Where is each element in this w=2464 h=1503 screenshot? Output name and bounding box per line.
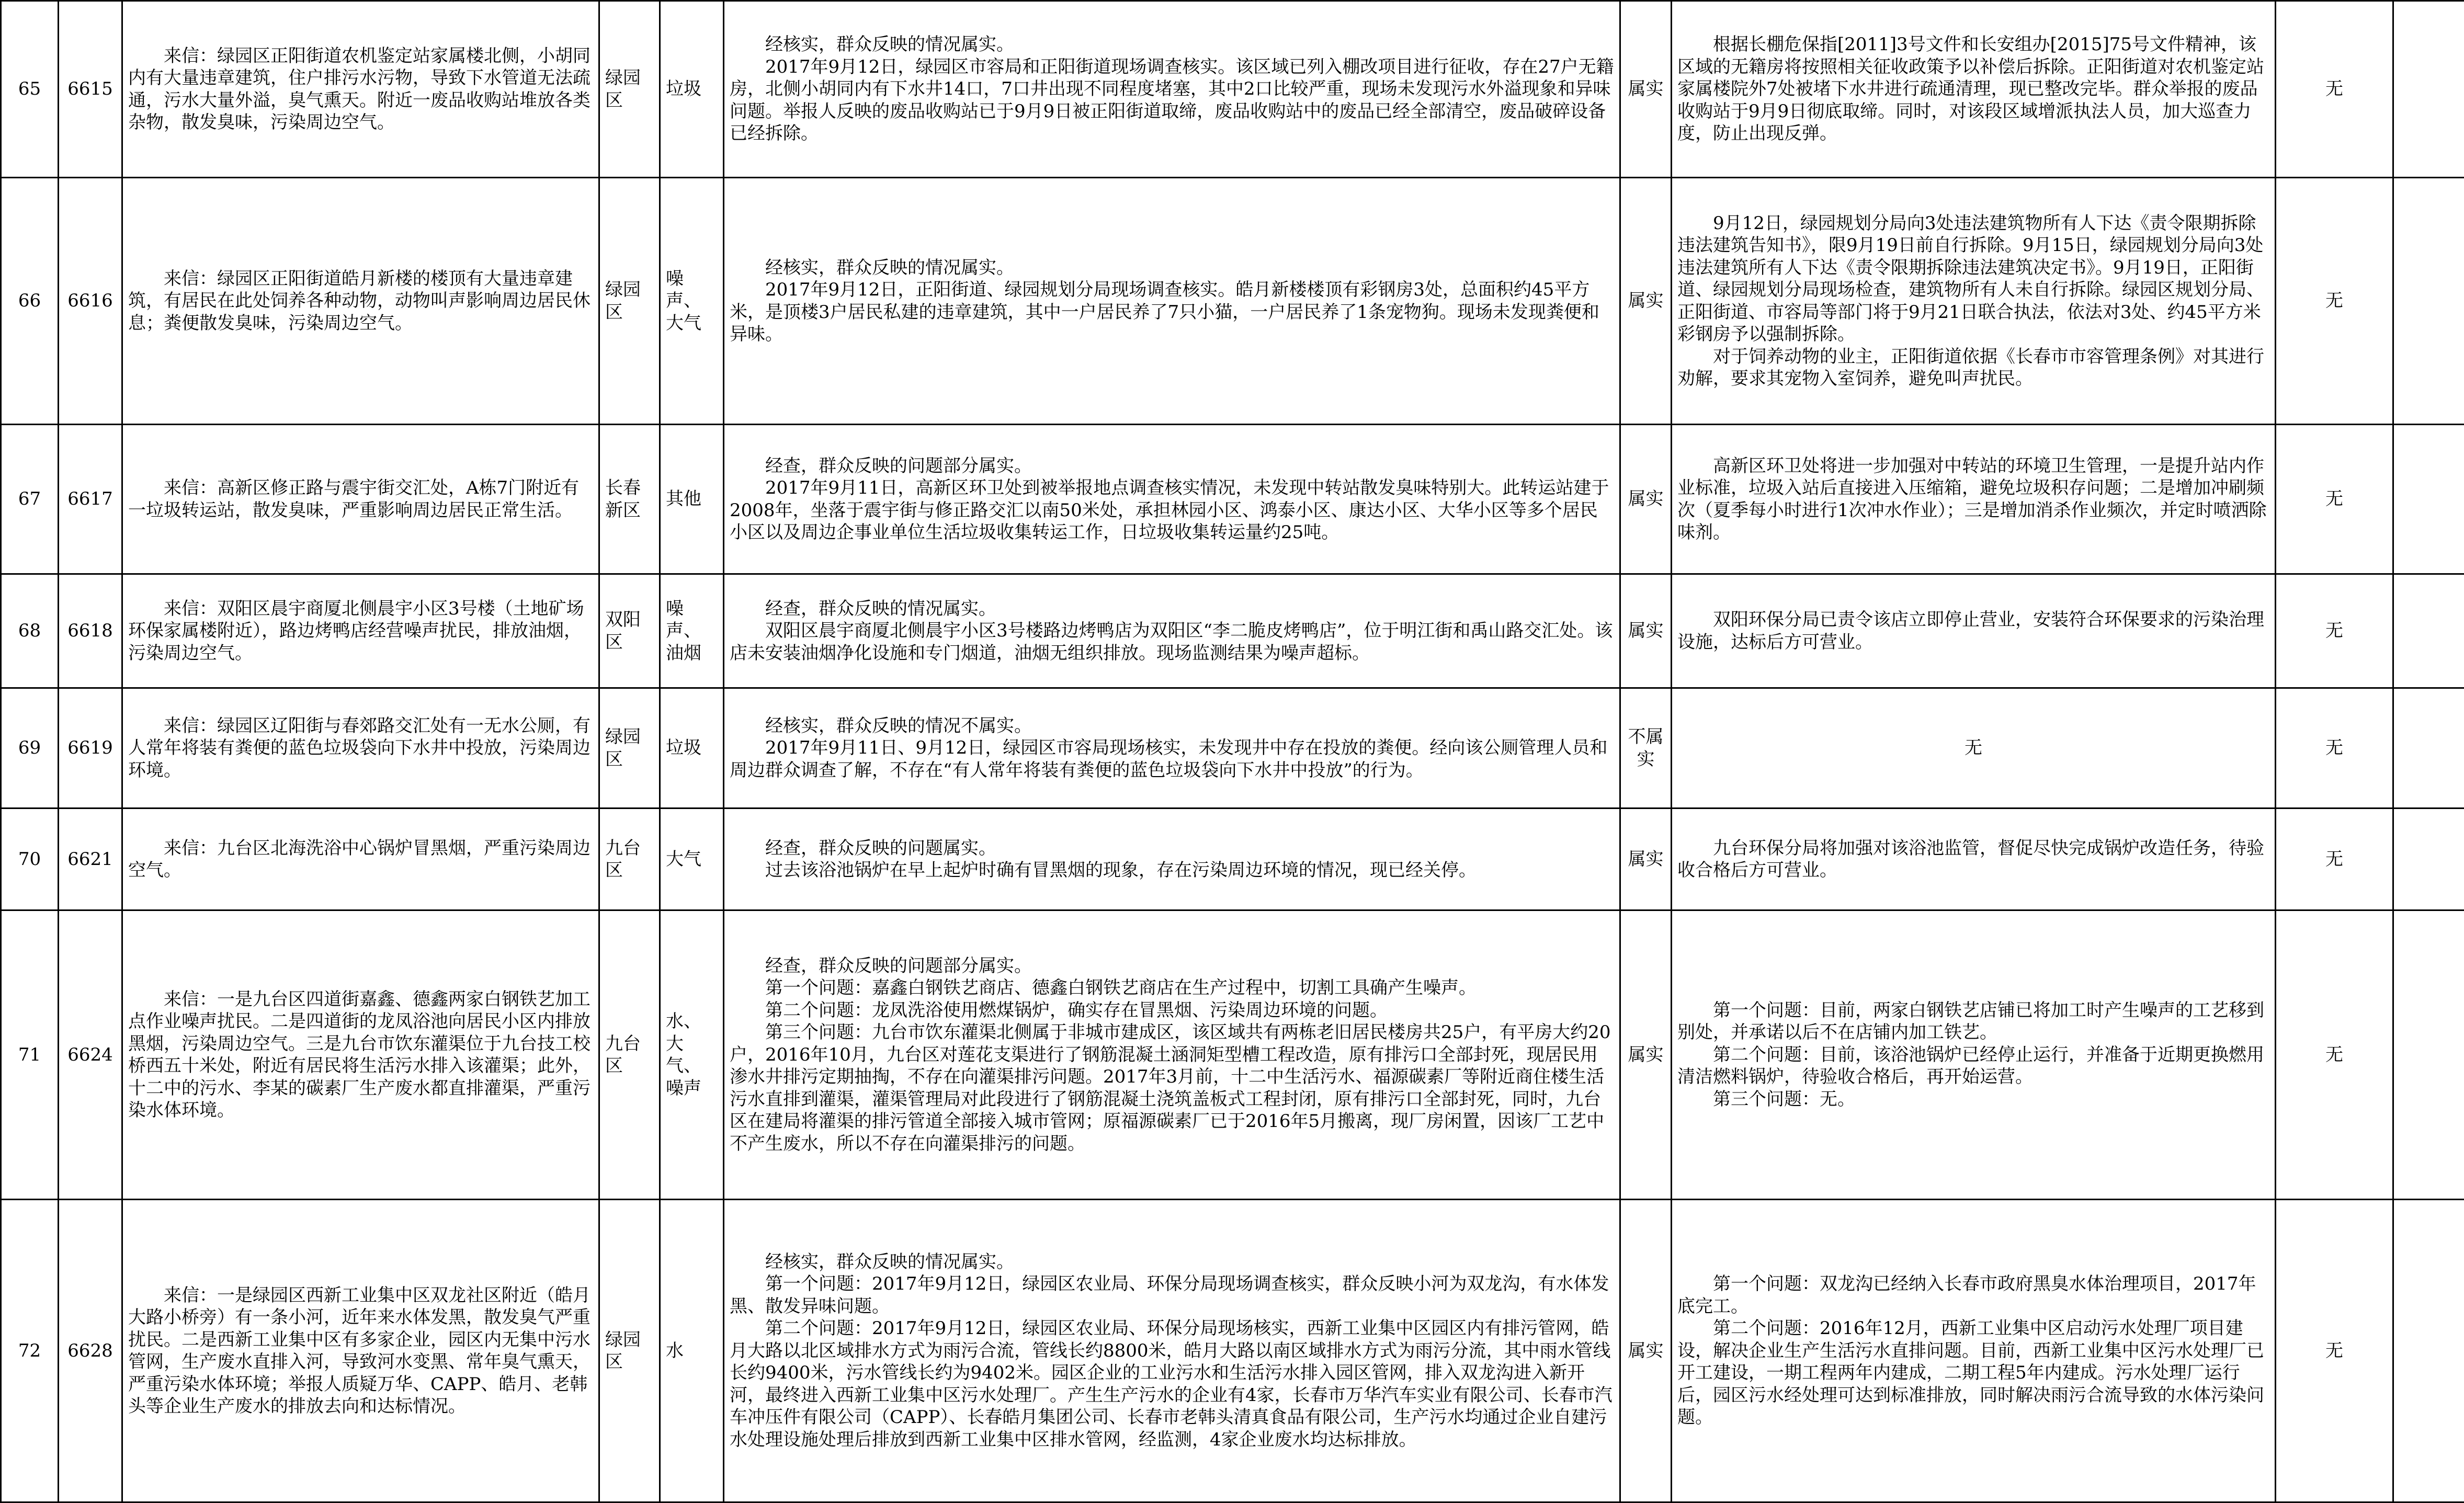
row-id-cell: 6628 — [59, 1200, 122, 1502]
actions-cell-paragraph: 9月12日，绿园规划分局向3处违法建筑物所有人下达《责令限期拆除违法建筑告知书》，限9月19日前自行拆除。9月15日，绿园规划分局向3处违法建筑所有人下达《责令限期拆除违法建筑决定书》。9月19日，正阳街道、绿园规划分局现场检查，建筑物所有人未自行拆除。绿园区规划分局、正阳街道、市容局等部门将于9月21日联合执法，依法对3处、约45平方米彩钢房予以强制拆除。 — [1677, 212, 2269, 346]
actions-cell — [1672, 574, 2276, 688]
row-seq-cell: 65 — [1, 1, 59, 178]
actions-cell — [1672, 425, 2276, 574]
verdict-cell: 属实 — [1620, 1, 1672, 178]
blank-cell — [2393, 809, 2464, 910]
blank-cell — [2393, 425, 2464, 574]
accountability-cell: 无 — [2276, 425, 2393, 574]
complaint-cell — [122, 178, 599, 425]
actions-cell — [1672, 809, 2276, 910]
actions-cell-paragraph: 对于饲养动物的业主，正阳街道依据《长春市市容管理条例》对其进行劝解，要求其宠物入室饲养，避免叫声扰民。 — [1677, 346, 2269, 390]
verdict-cell: 属实 — [1620, 809, 1672, 910]
table-row — [1, 1200, 2464, 1502]
complaint-cell-paragraph: 来信：高新区修正路与震宇街交汇处，A栋7门附近有一垃圾转运站，散发臭味，严重影响周边居民正常生活。 — [128, 477, 593, 521]
complaint-cell-paragraph: 来信：双阳区晨宇商厦北侧晨宇小区3号楼（土地矿场环保家属楼附近），路边烤鸭店经营噪声扰民，排放油烟，污染周边空气。 — [128, 598, 593, 665]
findings-cell-paragraph: 第一个问题：嘉鑫白钢铁艺商店、德鑫白钢铁艺商店在生产过程中，切割工具确产生噪声。 — [730, 977, 1614, 999]
complaint-cell-paragraph: 来信：绿园区辽阳街与春郊路交汇处有一无水公厕，有人常年将装有粪便的蓝色垃圾袋向下水井中投放，污染周边环境。 — [128, 715, 593, 782]
table-row — [1, 910, 2464, 1200]
findings-cell-paragraph: 经核实，群众反映的情况属实。 — [730, 33, 1614, 56]
verdict-cell: 属实 — [1620, 574, 1672, 688]
row-seq-cell: 69 — [1, 688, 59, 809]
complaint-cell — [122, 1200, 599, 1502]
pollution-type-cell: 垃圾 — [660, 688, 724, 809]
actions-cell — [1672, 1200, 2276, 1502]
verdict-cell: 不属实 — [1620, 688, 1672, 809]
findings-cell-paragraph: 经查，群众反映的问题部分属实。 — [730, 955, 1614, 977]
accountability-cell: 无 — [2276, 178, 2393, 425]
actions-cell-paragraph: 无 — [1677, 737, 2269, 759]
blank-cell — [2393, 1, 2464, 178]
findings-cell — [724, 178, 1620, 425]
findings-cell-paragraph: 2017年9月12日，绿园区市容局和正阳街道现场调查核实。该区域已列入棚改项目进行征收，存在27户无籍房，北侧小胡同内有下水井14口，7口井出现不同程度堵塞，其中2口比较严重，现场未发现污水外溢现象和异味问题。举报人反映的废品收购站已于9月9日被正阳街道取缔，废品收购站中的废品已经全部清空，废品破碎设备已经拆除。 — [730, 56, 1614, 145]
findings-cell-paragraph: 第三个问题：九台市饮东灌渠北侧属于非城市建成区，该区域共有两栋老旧居民楼房共25户，有平房大约20户，2016年10月，九台区对莲花支渠进行了钢筋混凝土涵洞矩型槽工程改造，原有排污口全部封死，现居民用渗水井排污定期抽掏，不存在向灌渠排污问题。2017年3月前，十二中生活污水、福源碳素厂等附近商住楼生活污水直排到灌渠，灌渠管理局对此段进行了钢筋混凝土浇筑盖板式工程封闭，原有排污口全部封死，同时，九台区在建局将灌渠的排污管道全部接入城市管网；原福源碳素厂已于2016年5月搬离，现厂房闲置，因该厂工艺中不产生废水，所以不存在向灌渠排污的问题。 — [730, 1021, 1614, 1155]
table-row — [1, 574, 2464, 688]
accountability-cell: 无 — [2276, 910, 2393, 1200]
findings-cell — [724, 1200, 1620, 1502]
row-seq-cell: 70 — [1, 809, 59, 910]
district-cell: 双阳区 — [599, 574, 660, 688]
district-cell: 九台区 — [599, 809, 660, 910]
complaint-cell — [122, 574, 599, 688]
row-id-cell: 6617 — [59, 425, 122, 574]
complaint-cell-paragraph: 来信：一是九台区四道街嘉鑫、德鑫两家白钢铁艺加工点作业噪声扰民。二是四道街的龙凤浴池向居民小区内排放黑烟，污染周边空气。三是九台市饮东灌渠位于九台技工校桥西五十米处，附近有居民将生活污水排入该灌渠；此外，十二中的污水、李某的碳素厂生产废水都直排灌渠，严重污染水体环境。 — [128, 988, 593, 1122]
table-row — [1, 1, 2464, 178]
findings-cell-paragraph: 经核实，群众反映的情况不属实。 — [730, 715, 1614, 737]
findings-cell-paragraph: 2017年9月11日，高新区环卫处到被举报地点调查核实情况，未发现中转站散发臭味特别大。此转运站建于2008年，坐落于震宇街与修正路交汇以南50米处，承担林园小区、鸿泰小区、康达小区、大华小区等多个居民小区以及周边企事业单位生活垃圾收集转运工作，日垃圾收集转运量约25吨。 — [730, 477, 1614, 544]
actions-cell-paragraph: 第一个问题：目前，两家白钢铁艺店铺已将加工时产生噪声的工艺移到别处，并承诺以后不在店铺内加工铁艺。 — [1677, 999, 2269, 1044]
table-row — [1, 688, 2464, 809]
actions-cell — [1672, 178, 2276, 425]
findings-cell-paragraph: 经查，群众反映的情况属实。 — [730, 598, 1614, 620]
verdict-cell: 属实 — [1620, 425, 1672, 574]
row-id-cell: 6615 — [59, 1, 122, 178]
blank-cell — [2393, 574, 2464, 688]
pollution-type-cell: 大气 — [660, 809, 724, 910]
findings-cell-paragraph: 过去该浴池锅炉在早上起炉时确有冒黑烟的现象，存在污染周边环境的情况，现已经关停。 — [730, 859, 1614, 882]
pollution-type-cell: 其他 — [660, 425, 724, 574]
complaint-cell-paragraph: 来信：绿园区正阳街道农机鉴定站家属楼北侧，小胡同内有大量违章建筑，住户排污水污物，导致下水管道无法疏通，污水大量外溢，臭气熏天。附近一废品收购站堆放各类杂物，散发臭味，污染周边空气。 — [128, 45, 593, 134]
table-row — [1, 178, 2464, 425]
complaint-cell-paragraph: 来信：一是绿园区西新工业集中区双龙社区附近（皓月大路小桥旁）有一条小河，近年来水体发黑，散发臭气严重扰民。二是西新工业集中区有多家企业，园区内无集中污水管网，生产废水直排入河，导致河水变黑、常年臭气熏天，严重污染水体环境；举报人质疑万华、CAPP、皓月、老韩头等企业生产废水的排放去向和达标情况。 — [128, 1284, 593, 1418]
actions-cell — [1672, 688, 2276, 809]
findings-cell-paragraph: 经核实，群众反映的情况属实。 — [730, 257, 1614, 279]
blank-cell — [2393, 688, 2464, 809]
district-cell: 绿园区 — [599, 1, 660, 178]
complaint-cell — [122, 688, 599, 809]
row-id-cell: 6616 — [59, 178, 122, 425]
blank-cell — [2393, 178, 2464, 425]
findings-cell — [724, 574, 1620, 688]
row-seq-cell: 66 — [1, 178, 59, 425]
verdict-cell: 属实 — [1620, 910, 1672, 1200]
complaint-cell — [122, 910, 599, 1200]
verdict-cell: 属实 — [1620, 1200, 1672, 1502]
findings-cell-paragraph: 双阳区晨宇商厦北侧晨宇小区3号楼路边烤鸭店为双阳区“李二脆皮烤鸭店”，位于明江街和禹山路交汇处。该店未安装油烟净化设施和专门烟道，油烟无组织排放。现场监测结果为噪声超标。 — [730, 620, 1614, 664]
findings-cell — [724, 1, 1620, 178]
findings-cell — [724, 910, 1620, 1200]
actions-cell — [1672, 1, 2276, 178]
actions-cell-paragraph: 第二个问题：目前，该浴池锅炉已经停止运行，并准备于近期更换燃用清洁燃料锅炉，待验收合格后，再开始运营。 — [1677, 1044, 2269, 1088]
actions-cell-paragraph: 第一个问题：双龙沟已经纳入长春市政府黑臭水体治理项目，2017年底完工。 — [1677, 1273, 2269, 1317]
district-cell: 绿园区 — [599, 688, 660, 809]
verdict-cell: 属实 — [1620, 178, 1672, 425]
actions-cell-paragraph: 高新区环卫处将进一步加强对中转站的环境卫生管理，一是提升站内作业标准，垃圾入站后直接进入压缩箱，避免垃圾积存问题；二是增加冲刷频次（夏季每小时进行1次冲水作业）；三是增加消杀作业频次，并定时喷洒除味剂。 — [1677, 455, 2269, 544]
accountability-cell: 无 — [2276, 574, 2393, 688]
table-row — [1, 425, 2464, 574]
accountability-cell: 无 — [2276, 1200, 2393, 1502]
row-seq-cell: 67 — [1, 425, 59, 574]
blank-cell — [2393, 1200, 2464, 1502]
complaint-cell-paragraph: 来信：绿园区正阳街道皓月新楼的楼顶有大量违章建筑，有居民在此处饲养各种动物，动物叫声影响周边居民休息；粪便散发臭味，污染周边空气。 — [128, 268, 593, 335]
findings-cell-paragraph: 2017年9月11日、9月12日，绿园区市容局现场核实，未发现井中存在投放的粪便。经向该公厕管理人员和周边群众调查了解，不存在“有人常年将装有粪便的蓝色垃圾袋向下水井中投放”的行为。 — [730, 737, 1614, 781]
table-body — [1, 1, 2464, 1502]
row-seq-cell: 68 — [1, 574, 59, 688]
findings-cell-paragraph: 第一个问题：2017年9月12日，绿园区农业局、环保分局现场调查核实，群众反映小河为双龙沟，有水体发黑、散发异味问题。 — [730, 1273, 1614, 1317]
complaint-cell-paragraph: 来信：九台区北海洗浴中心锅炉冒黑烟，严重污染周边空气。 — [128, 837, 593, 882]
accountability-cell: 无 — [2276, 688, 2393, 809]
actions-cell-paragraph: 第三个问题：无。 — [1677, 1088, 2269, 1111]
findings-cell — [724, 425, 1620, 574]
row-seq-cell: 71 — [1, 910, 59, 1200]
findings-cell-paragraph: 经查，群众反映的问题属实。 — [730, 837, 1614, 860]
complaint-cell — [122, 425, 599, 574]
district-cell: 长春新区 — [599, 425, 660, 574]
findings-cell-paragraph: 经核实，群众反映的情况属实。 — [730, 1251, 1614, 1273]
findings-cell-paragraph: 第二个问题：2017年9月12日，绿园区农业局、环保分局现场核实，西新工业集中区园区内有排污管网，皓月大路以北区域排水方式为雨污合流，管线长约8800米，皓月大路以南区域排水方式为雨污分流，其中雨水管线长约9400米，污水管线长约为9402米。园区企业的工业污水和生活污水排入园区管网，排入双龙沟进入新开河，最终进入西新工业集中区污水处理厂。产生生产污水的企业有4家，长春市万华汽车实业有限公司、长春市汽车冲压件有限公司（CAPP）、长春皓月集团公司、长春市老韩头清真食品有限公司，生产污水均通过企业自建污水处理设施处理后排放到西新工业集中区排水管网，经监测，4家企业废水均达标排放。 — [730, 1317, 1614, 1451]
complaint-cell — [122, 1, 599, 178]
blank-cell — [2393, 910, 2464, 1200]
complaint-cell — [122, 809, 599, 910]
findings-cell-paragraph: 经查，群众反映的问题部分属实。 — [730, 455, 1614, 477]
pollution-type-cell: 水、大气、噪声 — [660, 910, 724, 1200]
pollution-type-cell: 垃圾 — [660, 1, 724, 178]
findings-cell-paragraph: 第二个问题：龙凤洗浴使用燃煤锅炉，确实存在冒黑烟、污染周边环境的问题。 — [730, 999, 1614, 1022]
actions-cell-paragraph: 双阳环保分局已责令该店立即停止营业，安装符合环保要求的污染治理设施，达标后方可营业。 — [1677, 609, 2269, 653]
pollution-type-cell: 噪声、油烟 — [660, 574, 724, 688]
district-cell: 绿园区 — [599, 1200, 660, 1502]
district-cell: 九台区 — [599, 910, 660, 1200]
row-id-cell: 6624 — [59, 910, 122, 1200]
row-id-cell: 6619 — [59, 688, 122, 809]
accountability-cell: 无 — [2276, 1, 2393, 178]
actions-cell — [1672, 910, 2276, 1200]
findings-cell-paragraph: 2017年9月12日，正阳街道、绿园规划分局现场调查核实。皓月新楼楼顶有彩钢房3处，总面积约45平方米，是顶楼3户居民私建的违章建筑，其中一户居民养了7只小猫，一户居民养了1条宠物狗。现场未发现粪便和异味。 — [730, 279, 1614, 346]
actions-cell-paragraph: 根据长棚危保指[2011]3号文件和长安组办[2015]75号文件精神，该区域的无籍房将按照相关征收政策予以补偿后拆除。正阳街道对农机鉴定站家属楼院外7处被堵下水井进行疏通清理，现已整改完毕。群众举报的废品收购站于9月9日彻底取缔。同时，对该段区域增派执法人员，加大巡查力度，防止出现反弹。 — [1677, 33, 2269, 145]
pollution-type-cell: 噪声、大气 — [660, 178, 724, 425]
row-id-cell: 6618 — [59, 574, 122, 688]
pollution-type-cell: 水 — [660, 1200, 724, 1502]
actions-cell-paragraph: 第二个问题：2016年12月，西新工业集中区启动污水处理厂项目建设，解决企业生产生活污水直排问题。目前，西新工业集中区污水处理厂已开工建设，一期工程两年内建成，二期工程5年内建成。污水处理厂运行后，园区污水经处理可达到标准排放，同时解决雨污合流导致的水体污染问题。 — [1677, 1317, 2269, 1429]
actions-cell-paragraph: 九台环保分局将加强对该浴池监管，督促尽快完成锅炉改造任务，待验收合格后方可营业。 — [1677, 837, 2269, 882]
accountability-cell: 无 — [2276, 809, 2393, 910]
row-seq-cell: 72 — [1, 1200, 59, 1502]
findings-cell — [724, 809, 1620, 910]
findings-cell — [724, 688, 1620, 809]
table-row — [1, 809, 2464, 910]
district-cell: 绿园区 — [599, 178, 660, 425]
row-id-cell: 6621 — [59, 809, 122, 910]
